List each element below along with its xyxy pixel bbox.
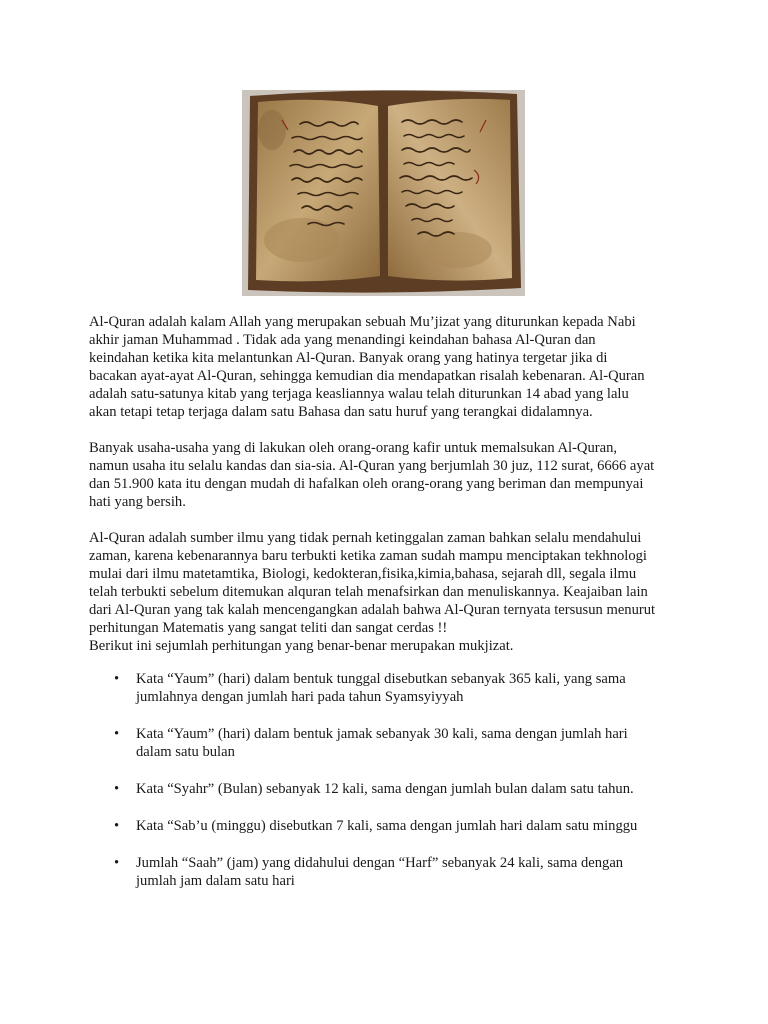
text-line: Berikut ini sejumlah perhitungan yang benar-benar merupakan mukjizat. bbox=[89, 638, 514, 654]
list-item bbox=[89, 854, 689, 890]
text-line: akhir jaman Muhammad . Tidak ada yang menandingi keindahan bahasa Al-Quran dan bbox=[89, 332, 596, 348]
bullet-icon: • bbox=[114, 855, 120, 871]
text-line: namun usaha itu selalu kandas dan sia-sia. Al-Quran yang berjumlah 30 juz, 112 surat, 6666 ayat bbox=[89, 458, 655, 474]
text-line: akan tetapi tetap terjaga dalam satu Bahasa dan satu huruf yang terangkai didalamnya. bbox=[89, 404, 593, 420]
bullet-icon: • bbox=[114, 781, 120, 797]
miracle-facts-list bbox=[89, 670, 689, 890]
list-item bbox=[89, 780, 689, 798]
text-line: perhitungan Matematis yang sangat teliti dan sangat cerdas !! bbox=[89, 620, 448, 636]
text-line: Al-Quran adalah sumber ilmu yang tidak pernah ketinggalan zaman bahkan selalu mendahului bbox=[89, 530, 642, 546]
article-body bbox=[89, 313, 689, 909]
text-line: hati yang bersih. bbox=[89, 494, 186, 510]
bullet-icon: • bbox=[114, 818, 120, 834]
text-line: Jumlah “Saah” (jam) yang didahului dengan “Harf” sebanyak 24 kali, sama dengan bbox=[136, 855, 624, 871]
text-line: Kata “Sab’u (minggu) disebutkan 7 kali, sama dengan jumlah hari dalam satu minggu bbox=[136, 818, 638, 834]
list-item bbox=[89, 817, 689, 835]
manuscript-illustration bbox=[242, 90, 525, 296]
bullet-icon: • bbox=[114, 726, 120, 742]
text-line: adalah satu-satunya kitab yang terjaga keasliannya walau telah diturunkan 14 abad yang lalu bbox=[89, 386, 629, 402]
text-line: telah terbukti sebelum ditemukan alquran telah menafsirkan dan menuliskannya. Keajaiban lain bbox=[89, 584, 648, 600]
text-line: dalam satu bulan bbox=[136, 744, 235, 760]
text-line: Kata “Yaum” (hari) dalam bentuk jamak sebanyak 30 kali, sama dengan jumlah hari bbox=[136, 726, 628, 742]
text-line: Banyak usaha-usaha yang di lakukan oleh orang-orang kafir untuk memalsukan Al-Quran, bbox=[89, 440, 618, 456]
text-line: bacakan ayat-ayat Al-Quran, sehingga kemudian dia mendapatkan risalah kebenaran. Al-Quran bbox=[89, 368, 645, 384]
text-line: Kata “Syahr” (Bulan) sebanyak 12 kali, sama dengan jumlah bulan dalam satu tahun. bbox=[136, 781, 634, 797]
paragraph-intro bbox=[89, 313, 689, 421]
text-line: Al-Quran adalah kalam Allah yang merupakan sebuah Mu’jizat yang diturunkan kepada Nabi bbox=[89, 314, 636, 330]
text-line: mulai dari ilmu matetamtika, Biologi, kedokteran,fisika,kimia,bahasa, sejarah dll, segala ilmu bbox=[89, 566, 637, 582]
paragraph-science bbox=[89, 529, 689, 655]
bullet-icon: • bbox=[114, 671, 120, 687]
text-line: zaman, karena kebenarannya baru terbukti ketika zaman sudah mampu menciptakan tekhnologi bbox=[89, 548, 647, 564]
list-item bbox=[89, 725, 689, 761]
text-line: jumlah jam dalam satu hari bbox=[136, 873, 295, 889]
ancient-quran-manuscript-photo bbox=[242, 90, 525, 296]
text-line: keindahan ketika kita melantunkan Al-Quran. Banyak orang yang hatinya tergetar jika di bbox=[89, 350, 608, 366]
list-item bbox=[89, 670, 689, 706]
text-line: jumlahnya dengan jumlah hari pada tahun Syamsyiyyah bbox=[136, 689, 464, 705]
text-line: dan 51.900 kata itu dengan mudah di hafalkan oleh orang-orang yang beriman dan mempunyai bbox=[89, 476, 644, 492]
paragraph-preservation bbox=[89, 439, 689, 511]
text-line: Kata “Yaum” (hari) dalam bentuk tunggal disebutkan sebanyak 365 kali, yang sama bbox=[136, 671, 626, 687]
text-line: dari Al-Quran yang tak kalah mencengangkan adalah bahwa Al-Quran ternyata tersusun menurut bbox=[89, 602, 656, 618]
